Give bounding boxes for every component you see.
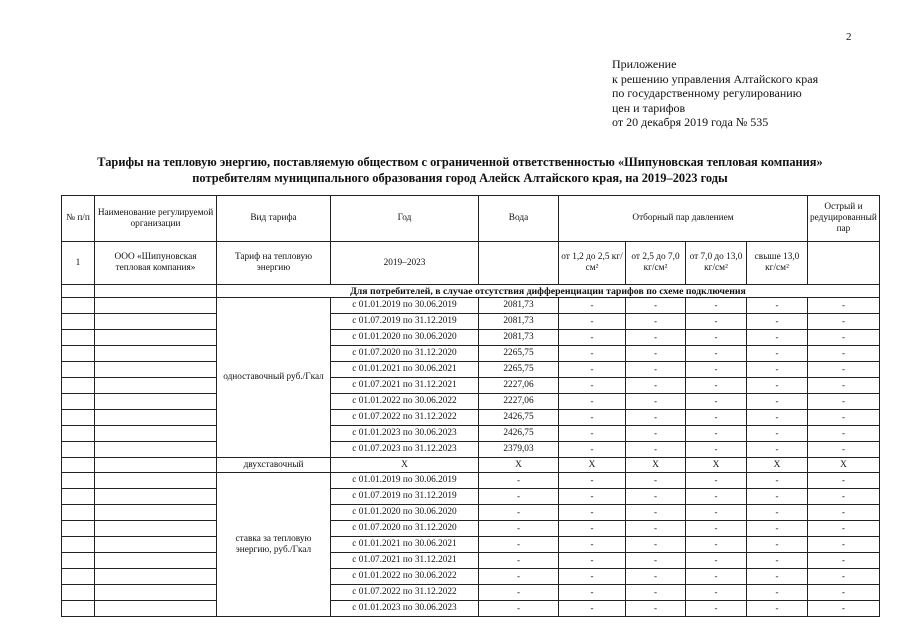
empty-cell [95, 473, 217, 489]
dash-cell: - [747, 426, 808, 442]
dash-cell: - [808, 473, 880, 489]
x-mark: X [479, 458, 559, 473]
table-row [62, 410, 880, 426]
energy-rate-label: ставка за тепловую энергию, руб./Гкал [217, 473, 331, 617]
water-value: - [479, 569, 559, 585]
empty-cell [62, 410, 95, 426]
section-title: Для потребителей, в случае отсутствия дифференциации тарифов по схеме подключения [217, 285, 880, 298]
dash-cell: - [747, 569, 808, 585]
dash-cell: - [808, 521, 880, 537]
pressure-2: от 2,5 до 7,0 кг/см² [626, 242, 686, 285]
dash-cell: - [559, 473, 626, 489]
dash-cell: - [808, 553, 880, 569]
water-value: 2265,75 [479, 346, 559, 362]
water-value: 2227,06 [479, 394, 559, 410]
water-value: 2426,75 [479, 410, 559, 426]
dash-cell: - [626, 489, 686, 505]
dash-cell: - [626, 537, 686, 553]
header-year: Год [331, 196, 479, 242]
period-cell: с 01.07.2020 по 31.12.2020 [331, 346, 479, 362]
empty-cell [95, 346, 217, 362]
dash-cell: - [808, 505, 880, 521]
empty-cell [95, 458, 217, 473]
empty-cell [62, 314, 95, 330]
dash-cell: - [747, 553, 808, 569]
dash-cell: - [559, 426, 626, 442]
dash-cell: - [626, 330, 686, 346]
water-value: 2426,75 [479, 426, 559, 442]
dash-cell: - [747, 521, 808, 537]
dash-cell: - [808, 489, 880, 505]
appendix-line: к решению управления Алтайского края [612, 71, 819, 86]
section-row [62, 285, 880, 298]
empty-cell [95, 426, 217, 442]
appendix-line: Приложение [612, 57, 677, 71]
x-mark: X [626, 458, 686, 473]
dash-cell: - [559, 601, 626, 617]
empty-cell [95, 394, 217, 410]
page-number: 2 [846, 31, 852, 43]
dash-cell: - [808, 330, 880, 346]
dash-cell: - [686, 330, 747, 346]
water-value: - [479, 553, 559, 569]
dash-cell: - [559, 505, 626, 521]
appendix-line: по государственному регулированию [612, 86, 802, 100]
dash-cell: - [626, 505, 686, 521]
empty-cell [95, 378, 217, 394]
empty-cell [95, 601, 217, 617]
period-cell: с 01.01.2023 по 30.06.2023 [331, 426, 479, 442]
water-value: - [479, 537, 559, 553]
dash-cell: - [626, 473, 686, 489]
dash-cell: - [686, 378, 747, 394]
table-row [62, 298, 880, 314]
x-mark: X [331, 458, 479, 473]
empty-cell [62, 442, 95, 458]
dash-cell: - [626, 442, 686, 458]
x-mark: X [686, 458, 747, 473]
dash-cell: - [559, 410, 626, 426]
dash-cell: - [808, 314, 880, 330]
table-row [62, 569, 880, 585]
table-row [62, 314, 880, 330]
dash-cell: - [808, 569, 880, 585]
header-steam: Отборный пар давлением [559, 196, 808, 242]
period-cell: с 01.07.2019 по 31.12.2019 [331, 489, 479, 505]
title-line: Тарифы на тепловую энергию, поставляемую обществом с ограниченной ответственностью «Шипуновская тепловая компания» [97, 155, 823, 169]
dash-cell: - [559, 314, 626, 330]
table-row [62, 442, 880, 458]
dash-cell: - [747, 314, 808, 330]
dash-cell: - [686, 298, 747, 314]
dash-cell: - [686, 346, 747, 362]
empty-cell [62, 330, 95, 346]
dash-cell: - [686, 362, 747, 378]
pressure-4: свыше 13,0 кг/см² [747, 242, 808, 285]
water-value: - [479, 585, 559, 601]
dash-cell: - [626, 410, 686, 426]
tariff-table [61, 195, 880, 617]
period-cell: с 01.07.2021 по 31.12.2021 [331, 378, 479, 394]
empty-cell [62, 458, 95, 473]
empty-cell [62, 298, 95, 314]
dash-cell: - [808, 585, 880, 601]
water-value: - [479, 521, 559, 537]
x-mark: X [559, 458, 626, 473]
empty-cell [95, 489, 217, 505]
dash-cell: - [559, 442, 626, 458]
period-cell: с 01.01.2020 по 30.06.2020 [331, 330, 479, 346]
table-row [62, 505, 880, 521]
period-cell: с 01.07.2022 по 31.12.2022 [331, 585, 479, 601]
dash-cell: - [808, 298, 880, 314]
table-row [62, 473, 880, 489]
period-cell: с 01.01.2023 по 30.06.2023 [331, 601, 479, 617]
empty-cell [62, 362, 95, 378]
header-water: Вода [479, 196, 559, 242]
empty-cell [95, 442, 217, 458]
dash-cell: - [686, 489, 747, 505]
org-num: 1 [62, 242, 95, 285]
appendix-line: от 20 декабря 2019 года № 535 [612, 115, 769, 129]
org-water [479, 242, 559, 285]
table-row [62, 585, 880, 601]
period-cell: с 01.01.2019 по 30.06.2019 [331, 298, 479, 314]
two-rate-label: двухставочный [217, 458, 331, 473]
x-mark: X [747, 458, 808, 473]
dash-cell: - [559, 569, 626, 585]
dash-cell: - [747, 585, 808, 601]
empty-cell [62, 426, 95, 442]
dash-cell: - [808, 346, 880, 362]
table-row [62, 346, 880, 362]
dash-cell: - [626, 394, 686, 410]
dash-cell: - [686, 473, 747, 489]
empty-cell [62, 569, 95, 585]
dash-cell: - [808, 537, 880, 553]
header-row [62, 196, 880, 242]
period-cell: с 01.07.2019 по 31.12.2019 [331, 314, 479, 330]
empty-cell [62, 473, 95, 489]
pressure-1: от 1,2 до 2,5 кг/см² [559, 242, 626, 285]
period-cell: с 01.01.2020 по 30.06.2020 [331, 505, 479, 521]
header-sharp-steam: Острый и редуцированный пар [808, 196, 880, 242]
dash-cell: - [686, 410, 747, 426]
water-value: 2227,06 [479, 378, 559, 394]
table-row [62, 489, 880, 505]
dash-cell: - [559, 346, 626, 362]
dash-cell: - [686, 537, 747, 553]
period-cell: с 01.07.2022 по 31.12.2022 [331, 410, 479, 426]
header-tariff-type: Вид тарифа [217, 196, 331, 242]
empty-cell [62, 505, 95, 521]
empty-cell [95, 298, 217, 314]
dash-cell: - [686, 314, 747, 330]
dash-cell: - [559, 378, 626, 394]
period-cell: с 01.01.2019 по 30.06.2019 [331, 473, 479, 489]
table-row [62, 553, 880, 569]
org-years: 2019–2023 [331, 242, 479, 285]
period-cell: с 01.01.2021 по 30.06.2021 [331, 362, 479, 378]
empty-cell [62, 601, 95, 617]
dash-cell: - [747, 362, 808, 378]
dash-cell: - [559, 585, 626, 601]
empty-cell [95, 330, 217, 346]
water-value: 2265,75 [479, 362, 559, 378]
dash-cell: - [626, 298, 686, 314]
dash-cell: - [626, 362, 686, 378]
table-row [62, 537, 880, 553]
dash-cell: - [808, 362, 880, 378]
empty-cell [95, 410, 217, 426]
water-value: 2081,73 [479, 298, 559, 314]
appendix-line: цен и тарифов [612, 100, 686, 115]
org-row [62, 242, 880, 285]
dash-cell: - [559, 394, 626, 410]
dash-cell: - [626, 426, 686, 442]
dash-cell: - [747, 601, 808, 617]
table-row [62, 330, 880, 346]
empty-cell [62, 378, 95, 394]
dash-cell: - [686, 553, 747, 569]
dash-cell: - [747, 378, 808, 394]
dash-cell: - [747, 489, 808, 505]
empty-cell [62, 537, 95, 553]
empty-cell [62, 394, 95, 410]
dash-cell: - [747, 442, 808, 458]
period-cell: с 01.01.2021 по 30.06.2021 [331, 537, 479, 553]
empty-cell [95, 505, 217, 521]
water-value: 2081,73 [479, 330, 559, 346]
water-value: - [479, 473, 559, 489]
dash-cell: - [559, 298, 626, 314]
table-row [62, 601, 880, 617]
period-cell: с 01.07.2021 по 31.12.2021 [331, 553, 479, 569]
pressure-3: от 7,0 до 13,0 кг/см² [686, 242, 747, 285]
empty-cell [95, 362, 217, 378]
dash-cell: - [626, 378, 686, 394]
dash-cell: - [626, 585, 686, 601]
dash-cell: - [808, 410, 880, 426]
dash-cell: - [747, 394, 808, 410]
empty-cell [95, 521, 217, 537]
table-row [62, 426, 880, 442]
dash-cell: - [559, 330, 626, 346]
period-cell: с 01.01.2022 по 30.06.2022 [331, 394, 479, 410]
org-tariff-type: Тариф на тепловую энергию [217, 242, 331, 285]
x-mark: X [808, 458, 880, 473]
dash-cell: - [686, 442, 747, 458]
dash-cell: - [686, 569, 747, 585]
empty-cell [62, 521, 95, 537]
empty-cell [62, 285, 95, 298]
dash-cell: - [686, 426, 747, 442]
dash-cell: - [808, 394, 880, 410]
water-value: - [479, 601, 559, 617]
dash-cell: - [747, 298, 808, 314]
empty-cell [95, 537, 217, 553]
period-cell: с 01.07.2023 по 31.12.2023 [331, 442, 479, 458]
dash-cell: - [747, 473, 808, 489]
dash-cell: - [747, 410, 808, 426]
empty-cell [95, 314, 217, 330]
empty-cell [95, 569, 217, 585]
dash-cell: - [747, 505, 808, 521]
dash-cell: - [747, 330, 808, 346]
dash-cell: - [559, 362, 626, 378]
org-sharp-steam [808, 242, 880, 285]
single-rate-label: одноставочный руб./Гкал [217, 298, 331, 458]
two-rate-row [62, 458, 880, 473]
appendix-block [612, 57, 818, 130]
dash-cell: - [808, 426, 880, 442]
dash-cell: - [626, 553, 686, 569]
empty-cell [95, 585, 217, 601]
dash-cell: - [559, 489, 626, 505]
dash-cell: - [626, 314, 686, 330]
empty-cell [95, 553, 217, 569]
document-title [60, 154, 860, 186]
table-row [62, 394, 880, 410]
empty-cell [62, 346, 95, 362]
dash-cell: - [559, 521, 626, 537]
dash-cell: - [686, 394, 747, 410]
dash-cell: - [559, 553, 626, 569]
dash-cell: - [626, 346, 686, 362]
period-cell: с 01.01.2022 по 30.06.2022 [331, 569, 479, 585]
empty-cell [95, 285, 217, 298]
org-name: ООО «Шипуновская тепловая компания» [95, 242, 217, 285]
water-value: - [479, 505, 559, 521]
table-row [62, 378, 880, 394]
water-value: 2081,73 [479, 314, 559, 330]
empty-cell [62, 585, 95, 601]
dash-cell: - [626, 601, 686, 617]
header-num: № п/п [62, 196, 95, 242]
empty-cell [62, 553, 95, 569]
title-line: потребителям муниципального образования город Алейск Алтайского края, на 2019–2023 годы [192, 171, 728, 185]
dash-cell: - [686, 585, 747, 601]
dash-cell: - [626, 521, 686, 537]
dash-cell: - [747, 537, 808, 553]
header-org: Наименование регулируемой организации [95, 196, 217, 242]
dash-cell: - [626, 569, 686, 585]
dash-cell: - [686, 521, 747, 537]
table-row [62, 362, 880, 378]
dash-cell: - [808, 378, 880, 394]
water-value: 2379,03 [479, 442, 559, 458]
dash-cell: - [686, 601, 747, 617]
dash-cell: - [808, 442, 880, 458]
dash-cell: - [808, 601, 880, 617]
dash-cell: - [747, 346, 808, 362]
empty-cell [62, 489, 95, 505]
table-row [62, 521, 880, 537]
dash-cell: - [559, 537, 626, 553]
period-cell: с 01.07.2020 по 31.12.2020 [331, 521, 479, 537]
dash-cell: - [686, 505, 747, 521]
water-value: - [479, 489, 559, 505]
